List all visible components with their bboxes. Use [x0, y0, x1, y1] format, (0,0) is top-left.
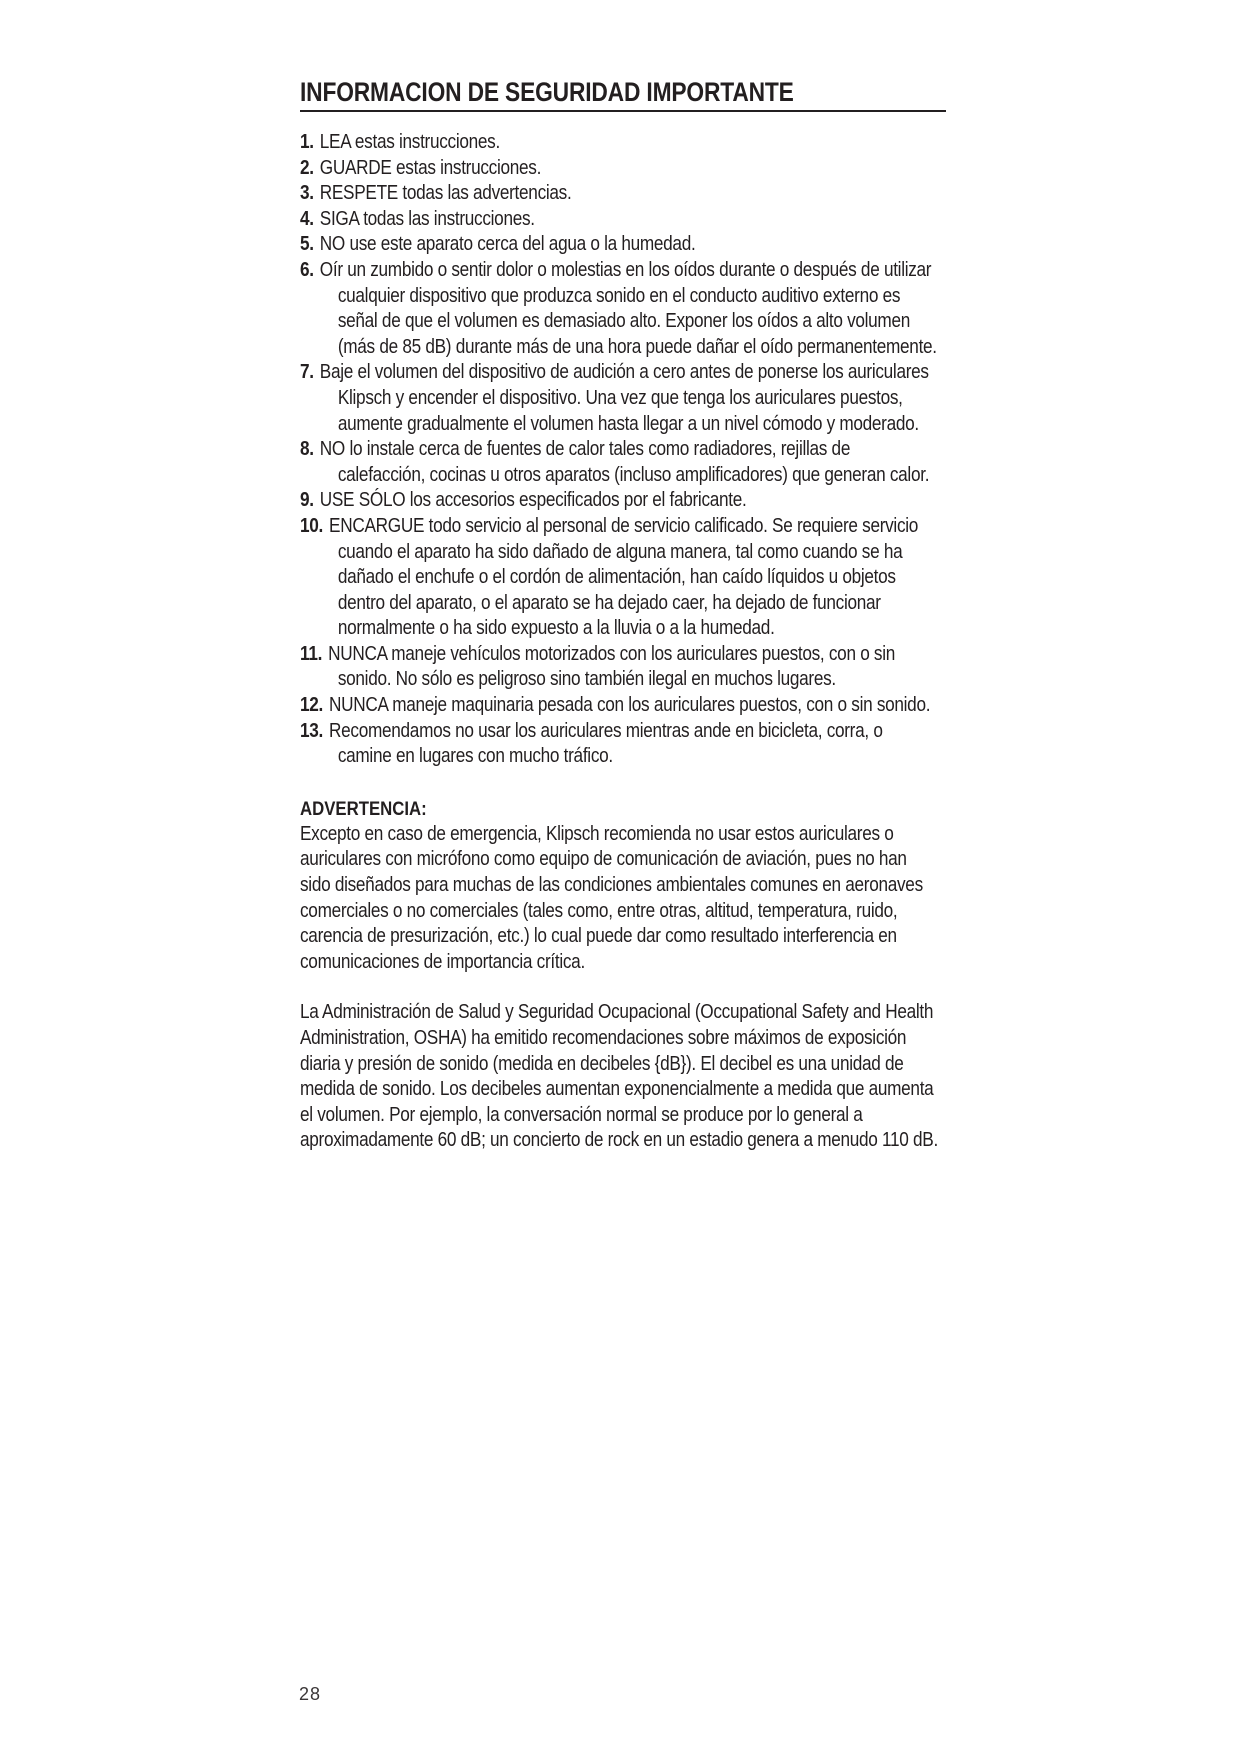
item-text: ENCARGUE todo servicio al personal de servicio calificado. Se requiere servicio cuando el aparato ha sido dañado de alguna manera, tal como cuando se ha dañado el enchufe o el cordón de alimentación, han caído líquidos u objetos dentro del aparato, o el aparato se ha dejado caer, ha dejado de funcionar normalmente o ha sido expuesto a la lluvia o a la humedad.	[329, 514, 919, 640]
item-text: NO lo instale cerca de fuentes de calor tales como radiadores, rejillas de calefacción, cocinas u otros aparatos (incluso amplificadores) que generan calor.	[319, 438, 930, 486]
list-item	[300, 258, 940, 360]
item-number: 10.	[300, 514, 324, 537]
item-text: RESPETE todas las advertencias.	[319, 182, 572, 205]
item-text: Baje el volumen del dispositivo de audición a cero antes de ponerse los auriculares Klipsch y encender el dispositivo. Una vez que tenga los auriculares puestos, aumente gradualmente el volumen hasta llegar a un nivel cómodo y moderado.	[319, 361, 929, 435]
item-number: 4.	[300, 207, 314, 230]
item-number: 7.	[300, 361, 314, 384]
list-item	[300, 642, 940, 693]
item-text: Oír un zumbido o sentir dolor o molestias en los oídos durante o después de utilizar cualquier dispositivo que produzca sonido en el conducto auditivo externo es señal de que el volumen es demasiado alto. Exponer los oídos a alto volumen (más de 85 dB) durante más de una hora puede dañar el oído permanentemente.	[319, 258, 937, 358]
item-text: USE SÓLO los accesorios especificados por el fabricante.	[319, 489, 747, 512]
item-number: 6.	[300, 258, 314, 281]
title-divider	[300, 110, 946, 112]
list-item	[300, 181, 940, 207]
list-item	[300, 156, 940, 182]
safety-instructions-list	[300, 130, 946, 770]
page-number: 28	[299, 1684, 322, 1704]
osha-paragraph: La Administración de Salud y Seguridad Ocupacional (Occupational Safety and Health Administration, OSHA) ha emitido recomendaciones sobre máximos de exposición diaria y presión de sonido (medida en decibeles {dB}). El decibel es una unidad de medida de sonido. Los decibeles aumentan exponencialmente a medida que aumenta el volumen. Por ejemplo, la conversación normal se produce por lo general a aproximadamente 60 dB; un concierto de rock en un estadio genera a menudo 110 dB.	[300, 1001, 938, 1152]
item-number: 2.	[300, 156, 314, 179]
item-number: 13.	[300, 719, 324, 742]
warning-heading: ADVERTENCIA:	[300, 797, 427, 820]
item-number: 8.	[300, 438, 314, 461]
list-item	[300, 207, 940, 233]
item-number: 9.	[300, 489, 314, 512]
item-text: NUNCA maneje vehículos motorizados con los auriculares puestos, con o sin sonido. No sólo es peligroso sino también ilegal en muchos lugares.	[328, 642, 896, 691]
item-text: LEA estas instrucciones.	[319, 131, 500, 153]
list-item	[300, 437, 940, 488]
list-item	[300, 514, 940, 642]
list-item	[300, 232, 940, 258]
list-item	[300, 719, 940, 770]
item-number: 5.	[300, 233, 314, 256]
item-number: 1.	[300, 131, 314, 153]
list-item	[300, 360, 940, 437]
item-text: Recomendamos no usar los auriculares mientras ande en bicicleta, corra, o camine en lugares con mucho tráfico.	[329, 719, 883, 768]
list-item	[300, 488, 940, 514]
item-text: SIGA todas las instrucciones.	[319, 207, 535, 230]
list-item	[300, 693, 940, 719]
item-number: 3.	[300, 182, 314, 205]
document-page	[300, 76, 946, 1154]
list-item	[300, 130, 940, 156]
item-number: 12.	[300, 694, 324, 717]
warning-paragraph: Excepto en caso de emergencia, Klipsch recomienda no usar estos auriculares o auriculares con micrófono como equipo de comunicación de aviación, pues no han sido diseñados para muchas de las condiciones ambientales comunes en aeronaves comerciales o no comerciales (tales como, entre otras, altitud, temperatura, ruido, carencia de presurización, etc.) lo cual puede dar como resultado interferencia en comunicaciones de importancia crítica.	[300, 822, 923, 973]
item-text: GUARDE estas instrucciones.	[319, 156, 542, 179]
item-text: NUNCA maneje maquinaria pesada con los auriculares puestos, con o sin sonido.	[329, 694, 931, 717]
page-title: INFORMACION DE SEGURIDAD IMPORTANTE	[300, 77, 794, 107]
item-text: NO use este aparato cerca del agua o la humedad.	[319, 233, 696, 256]
item-number: 11.	[300, 642, 323, 665]
